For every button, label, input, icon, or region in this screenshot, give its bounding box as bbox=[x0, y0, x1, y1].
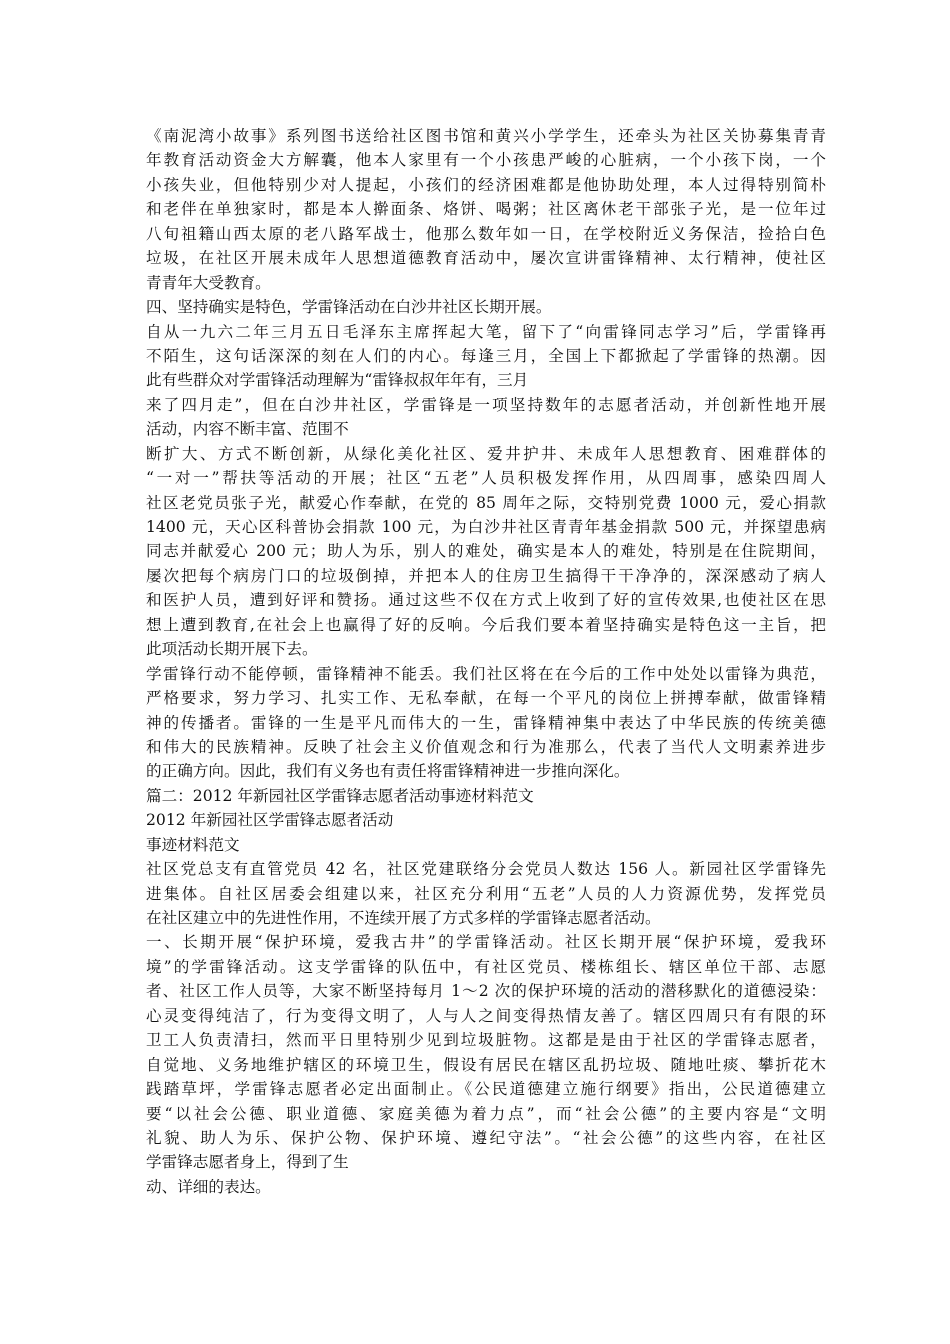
text-line: 和医护人员，遭到好评和赞扬。通过这些不仅在方式上收到了好的宣传效果,也使社区在思 bbox=[146, 591, 826, 610]
text-line: 断扩大、方式不断创新，从绿化美化社区、爱井护井、未成年人思想教育、困难群体的 bbox=[146, 444, 826, 463]
text-line: “一对一”帮扶等活动的开展；社区“五老”人员积极发挥作用，从四周事，感染四周人 bbox=[146, 469, 826, 488]
text-line: 八旬祖籍山西太原的老八路军战士，他那么数年如一日，在学校附近义务保洁，捡拾白色 bbox=[146, 224, 826, 243]
text-line: 屡次把每个病房门口的垃圾倒掉，并把本人的住房卫生搞得干干净净的，深深感动了病人 bbox=[146, 566, 826, 585]
document-body bbox=[146, 124, 826, 1199]
text-line: 礼貌、助人为乐、保护公物、保护环境、遵纪守法”。“社会公德”的这些内容，在社区 bbox=[146, 1128, 826, 1147]
text-line: 篇二：2012 年新园社区学雷锋志愿者活动事迹材料范文 bbox=[146, 786, 534, 805]
text-line: 卫工人负责清扫，然而平日里特别少见到垃圾脏物。这都是是由于社区的学雷锋志愿者， bbox=[146, 1031, 826, 1050]
text-line: 要“以社会公德、职业道德、家庭美德为着力点”，而“社会公德”的主要内容是“文明 bbox=[146, 1104, 826, 1123]
text-line: 践踏草坪，学雷锋志愿者必定出面制止。《公民道德建立施行纲要》指出，公民道德建立 bbox=[146, 1080, 826, 1099]
text-line: 者、社区工作人员等，大家不断坚持每月 1～2 次的保护环境的活动的潜移默化的道德浸染： bbox=[146, 982, 826, 1001]
text-line: 神的传播者。雷锋的一生是平凡而伟大的一生，雷锋精神集中表达了中华民族的传统美德 bbox=[146, 713, 826, 732]
text-line: 小孩失业，但他特别少对人提起，小孩们的经济困难都是他协助处理，本人过得特别简朴 bbox=[146, 175, 826, 194]
text-line: 在社区建立中的先进性作用，不连续开展了方式多样的学雷锋志愿者活动。 bbox=[146, 909, 661, 927]
text-line: 事迹材料范文 bbox=[146, 835, 240, 854]
text-line: 学雷锋行动不能停顿，雷锋精神不能丢。我们社区将在在今后的工作中处处以雷锋为典范， bbox=[146, 664, 826, 683]
text-line: 此项活动长期开展下去。 bbox=[146, 640, 318, 659]
text-line: 想上遭到教育,在社会上也赢得了好的反响。今后我们要本着坚持确实是特色这一主旨，把 bbox=[146, 615, 826, 634]
text-line: 境”的学雷锋活动。这支学雷锋的队伍中，有社区党员、楼栋组长、辖区单位干部、志愿 bbox=[146, 957, 826, 976]
text-line: 活动，内容不断丰富、范围不 bbox=[146, 420, 349, 439]
text-line: 学雷锋志愿者身上，得到了生 bbox=[146, 1153, 349, 1172]
text-line: 和伟大的民族精神。反映了社会主义价值观念和行为准那么，代表了当代人文明素养进步 bbox=[146, 737, 826, 756]
text-line: 四、坚持确实是特色，学雷锋活动在白沙井社区长期开展。 bbox=[146, 298, 552, 317]
text-line: 一、长期开展“保护环境，爱我古井”的学雷锋活动。社区长期开展“保护环境，爱我环 bbox=[146, 933, 826, 952]
text-line: 社区老党员张子光，献爱心作奉献，在党的 85 周年之际，交特别党费 1000 元，爱心捐款 bbox=[146, 493, 826, 512]
text-line: 自从一九六二年三月五日毛泽东主席挥起大笔，留下了“向雷锋同志学习”后，学雷锋再 bbox=[146, 322, 826, 341]
text-line: 进集体。自社区居委会组建以来，社区充分利用“五老”人员的人力资源优势，发挥党员 bbox=[146, 884, 826, 903]
text-line: 不陌生，这句话深深的刻在人们的内心。每逢三月，全国上下都掀起了学雷锋的热潮。因 bbox=[146, 346, 826, 365]
text-line: 严格要求，努力学习、扎实工作、无私奉献，在每一个平凡的岗位上拼搏奉献，做雷锋精 bbox=[146, 689, 826, 708]
text-line: 青青年大受教育。 bbox=[146, 273, 271, 292]
text-line: 《南泥湾小故事》系列图书送给社区图书馆和黄兴小学学生，还牵头为社区关协募集青青 bbox=[146, 127, 826, 145]
text-line: 自觉地、义务地维护辖区的环境卫生，假设有居民在辖区乱扔垃圾、随地吐痰、攀折花木 bbox=[146, 1055, 826, 1074]
text-line: 此有些群众对学雷锋活动理解为“雷锋叔叔年年有，三月 bbox=[146, 371, 529, 390]
text-line: 1400 元，天心区科普协会捐款 100 元，为白沙井社区青青年基金捐款 500 元，并探望患病 bbox=[146, 518, 826, 536]
text-line: 垃圾，在社区开展未成年人思想道德教育活动中，屡次宣讲雷锋精神、太行精神，使社区 bbox=[146, 249, 826, 268]
text-line: 动、详细的表达。 bbox=[146, 1177, 271, 1196]
text-line: 的正确方向。因此，我们有义务也有责任将雷锋精神进一步推向深化。 bbox=[146, 762, 630, 781]
text-line: 来了四月走”，但在白沙井社区，学雷锋是一项坚持数年的志愿者活动，并创新性地开展 bbox=[146, 395, 826, 414]
text-line: 同志并献爱心 200 元；助人为乐，别人的难处，确实是本人的难处，特别是在住院期间， bbox=[146, 542, 826, 561]
text-line: 2012 年新园社区学雷锋志愿者活动 bbox=[146, 811, 394, 830]
text-line: 社区党总支有直管党员 42 名，社区党建联络分会党员人数达 156 人。新园社区学雷锋先 bbox=[146, 860, 826, 879]
text-line: 年教育活动资金大方解囊，他本人家里有一个小孩患严峻的心脏病，一个小孩下岗，一个 bbox=[146, 151, 826, 170]
text-line: 心灵变得纯洁了，行为变得文明了，人与人之间变得热情友善了。辖区四周只有有限的环 bbox=[146, 1006, 826, 1025]
text-line: 和老伴在单独家时，都是本人擀面条、烙饼、喝粥；社区离休老干部张子光，是一位年过 bbox=[146, 200, 826, 219]
